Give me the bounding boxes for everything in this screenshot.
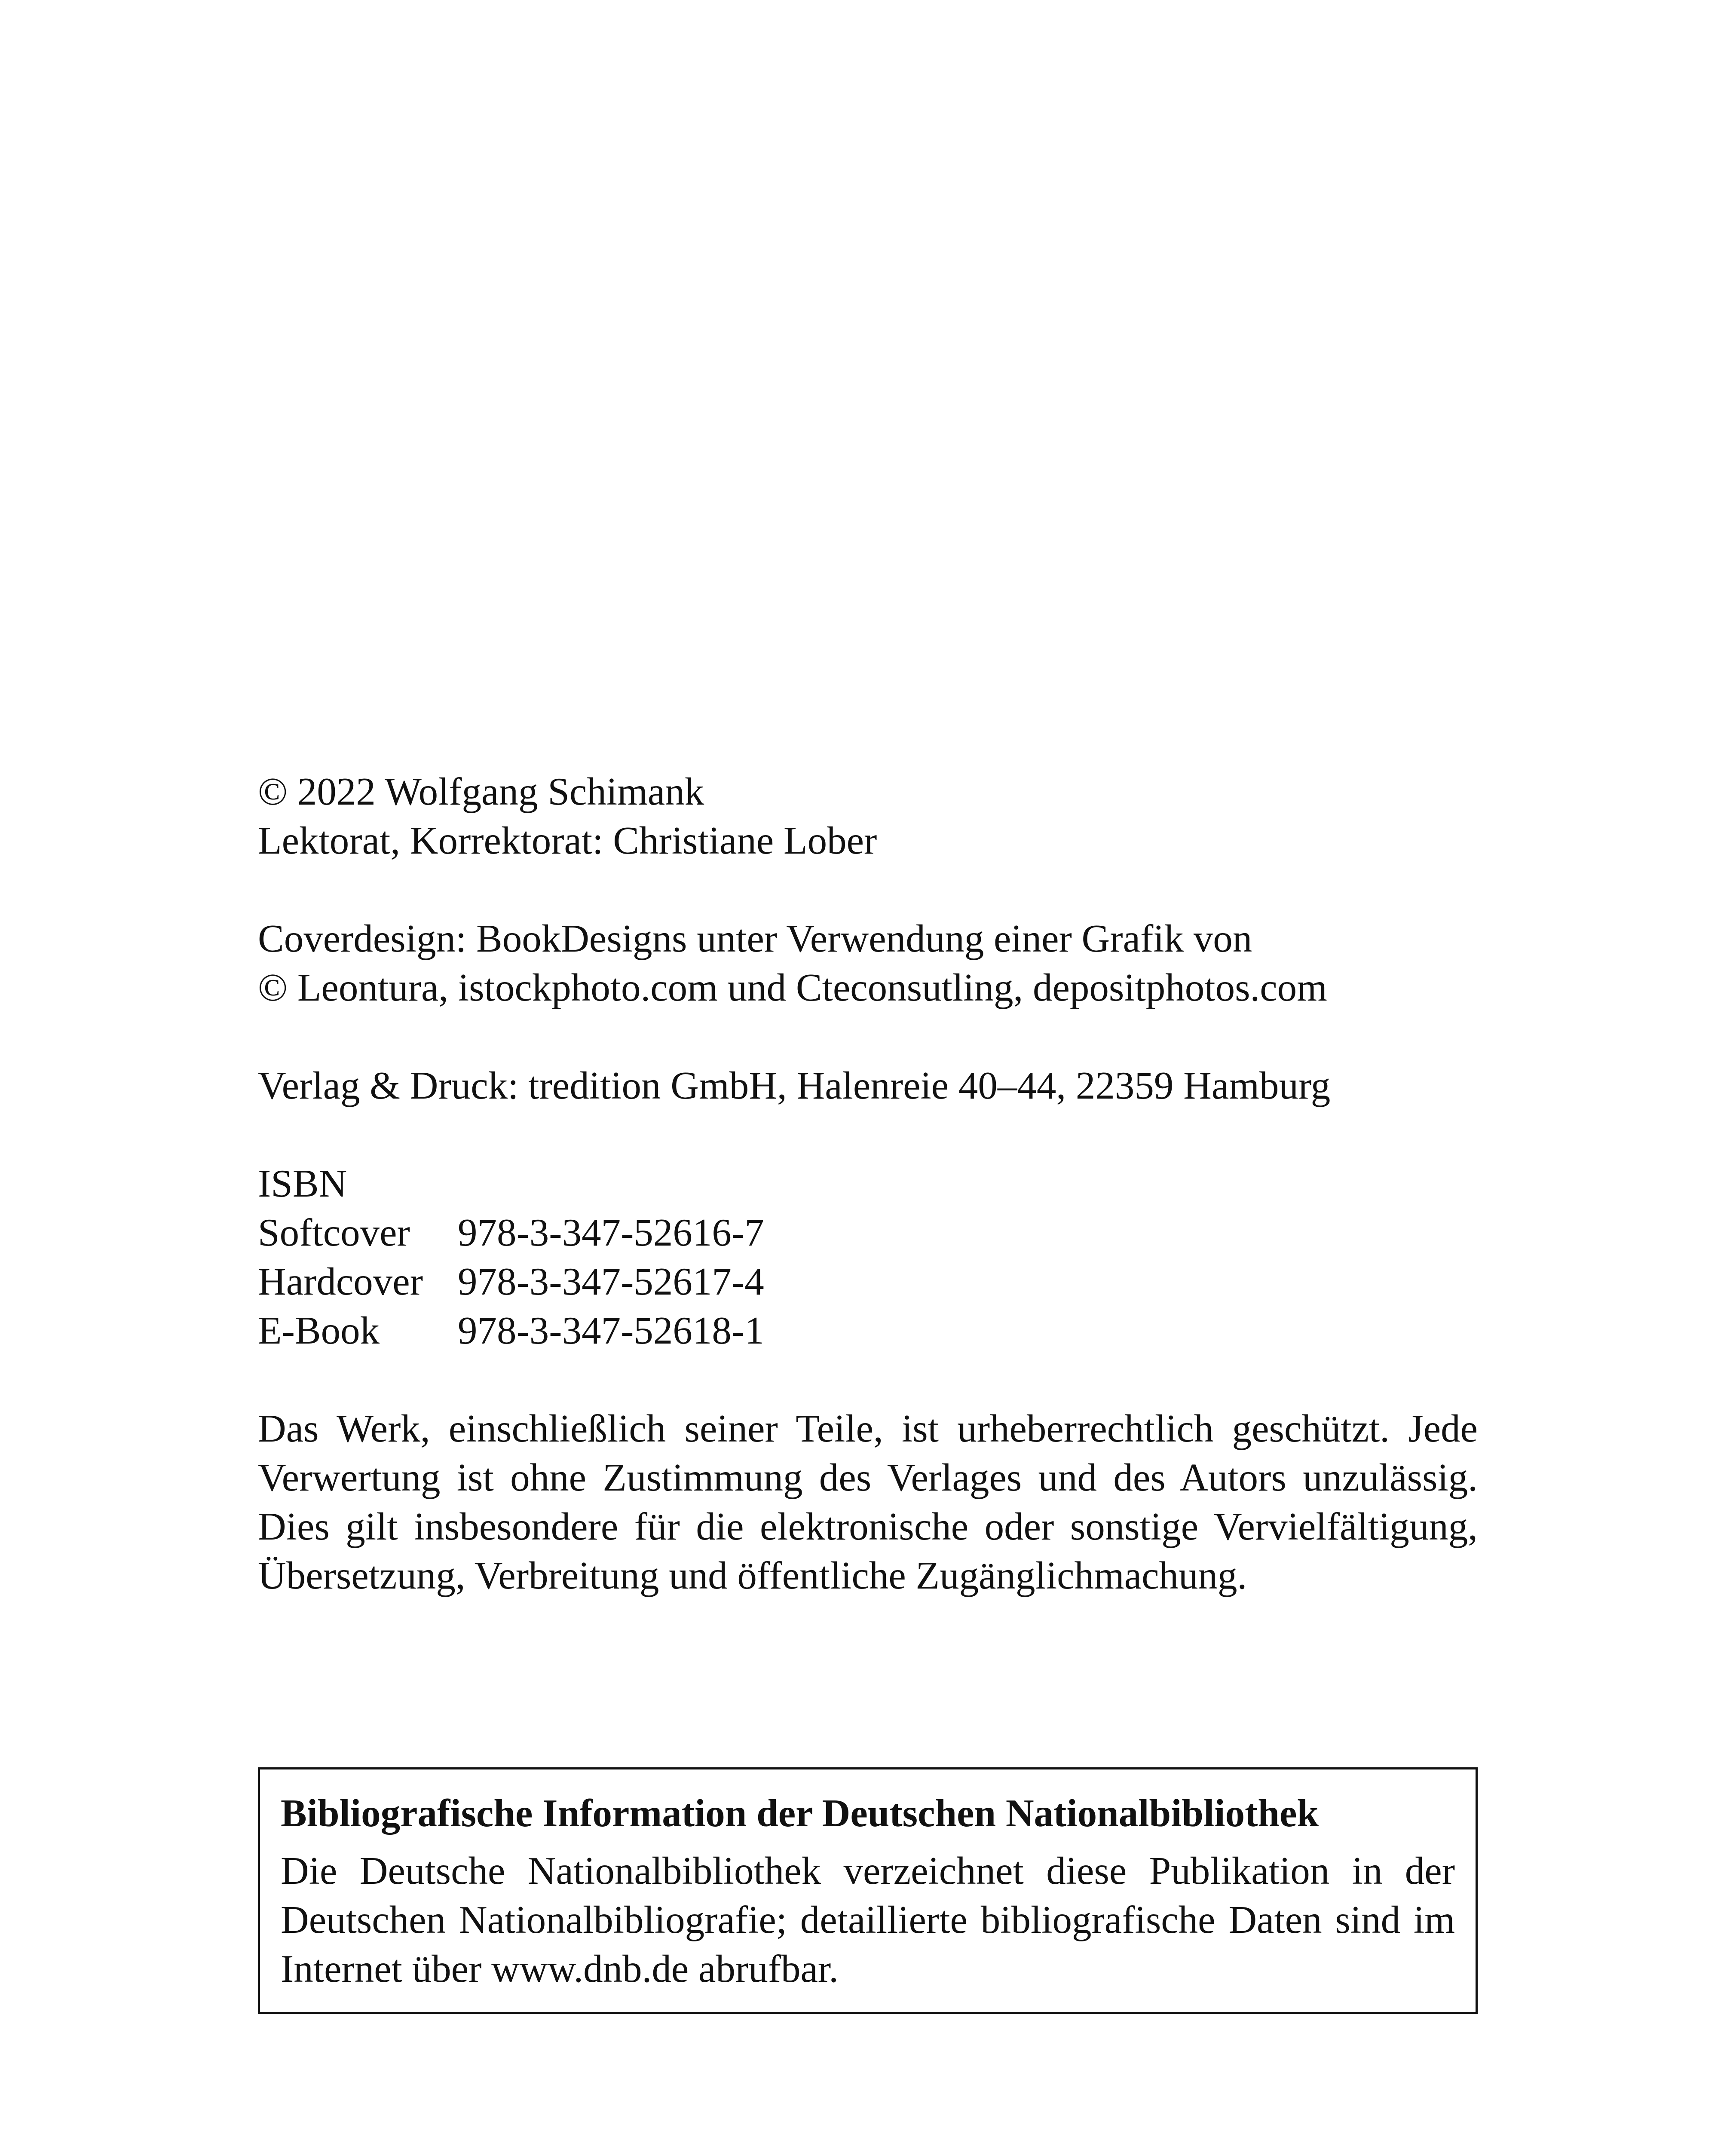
- isbn-number: 978-3-347-52618-1: [458, 1309, 764, 1352]
- dnb-info-text: Die Deutsche Nationalbibliothek verzeichnet diese Publikation in der Deutschen Nationalbibliografie; detaillierte bibliografische Daten sind im Internet über www.dnb.de abrufbar.: [281, 1849, 1455, 1990]
- cover-credit-line-2: © Leontura, istockphoto.com und Cteconsutling, depositphotos.com: [258, 966, 1327, 1009]
- editing-credit: Lektorat, Korrektorat: Christiane Lober: [258, 819, 877, 862]
- isbn-number: 978-3-347-52617-4: [458, 1260, 764, 1303]
- spacer: [258, 1110, 1478, 1159]
- copyright-line: © 2022 Wolfgang Schimank: [258, 770, 704, 813]
- copyright-legal-notice: Das Werk, einschließlich seiner Teile, ist urheberrechtlich geschützt. Jede Verwertung ist ohne Zustimmung des Verlages und des Autors unzulässig. Dies gilt insbesondere für die elektronische oder sonstige Vervielfältigung, Übersetzung, Verbreitung und öffentliche Zugänglichmachung.: [258, 1407, 1478, 1597]
- isbn-format: E-Book: [258, 1309, 380, 1352]
- dnb-info-title: Bibliografische Information der Deutschen Nationalbibliothek: [281, 1791, 1319, 1835]
- spacer: [258, 865, 1478, 914]
- isbn-row-ebook: [258, 1306, 1478, 1355]
- isbn-number: 978-3-347-52616-7: [458, 1211, 764, 1254]
- cover-credit-line-1: Coverdesign: BookDesigns unter Verwendung einer Grafik von: [258, 917, 1252, 960]
- dnb-info-box: [258, 1767, 1478, 2014]
- isbn-heading: ISBN: [258, 1162, 347, 1205]
- isbn-format: Softcover: [258, 1211, 410, 1254]
- isbn-row-hardcover: [258, 1257, 1478, 1306]
- spacer: [258, 1012, 1478, 1061]
- publisher-line: Verlag & Druck: tredition GmbH, Halenreie 40–44, 22359 Hamburg: [258, 1064, 1331, 1107]
- isbn-format: Hardcover: [258, 1260, 423, 1303]
- isbn-row-softcover: [258, 1208, 1478, 1257]
- imprint-content: [258, 767, 1478, 1600]
